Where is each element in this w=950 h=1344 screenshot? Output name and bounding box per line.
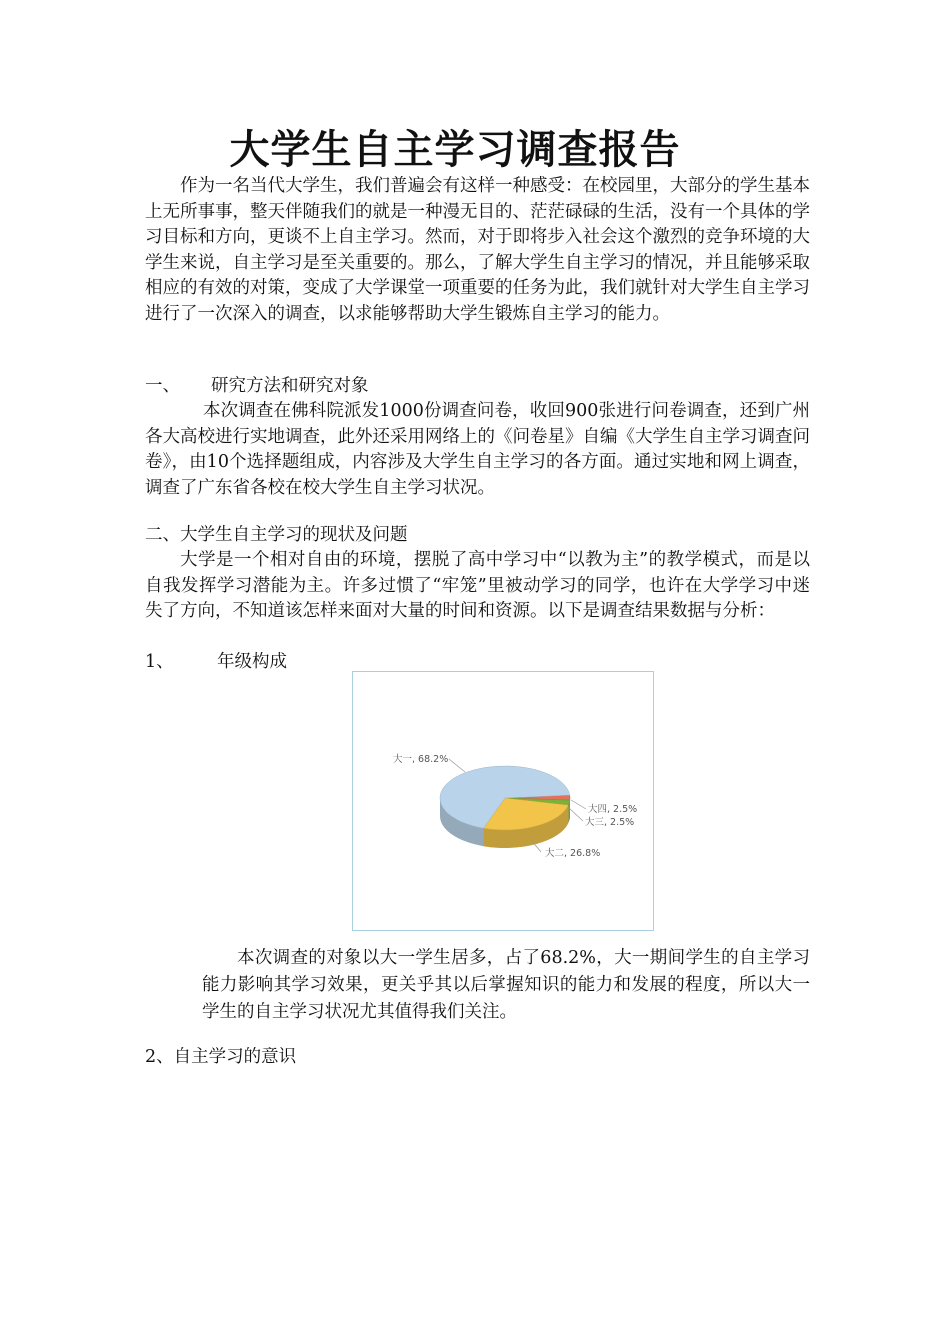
- section1-number: 一、: [145, 376, 180, 396]
- grade-pie-chart: [352, 671, 654, 931]
- pie-label-大四: 大四, 2.5%: [588, 804, 638, 815]
- section1-heading: [145, 374, 369, 400]
- pie-label-大二: 大二, 26.8%: [545, 848, 601, 859]
- item1-title: 年级构成: [217, 652, 287, 672]
- pie-leader-大四: [571, 800, 586, 809]
- pie-leader-大三: [569, 808, 583, 821]
- pie-chart-svg: [353, 672, 653, 930]
- section1-title: 研究方法和研究对象: [211, 376, 369, 396]
- item1-number: 1、: [145, 652, 174, 672]
- section2-body: 大学是一个相对自由的环境，摆脱了高中学习中“以教为主”的教学模式，而是以自我发挥学习潜能为主。许多过惯了“牢笼”里被动学习的同学，也许在大学学习中迷失了方向，不知道该怎样来面对大量的时间和资源。以下是调查结果数据与分析：: [145, 550, 810, 621]
- item2-heading: 2、自主学习的意识: [145, 1047, 297, 1067]
- document-title: 大学生自主学习调查报告: [229, 127, 681, 173]
- pie-label-大三: 大三, 2.5%: [585, 817, 635, 828]
- intro-paragraph: 作为一名当代大学生，我们普遍会有这样一种感受：在校园里，大部分的学生基本上无所事事，整天伴随我们的就是一种漫无目的、茫茫碌碌的生活，没有一个具体的学习目标和方向，更谈不上自主学习。然而，对于即将步入社会这个激烈的竞争环境的大学生来说，自主学习是至关重要的。那么，了解大学生自主学习的情况，并且能够采取相应的有效的对策，变成了大学课堂一项重要的任务为此，我们就针对大学生自主学习进行了一次深入的调查，以求能够帮助大学生锻炼自主学习的能力。: [145, 176, 810, 324]
- pie-label-大一: 大一, 68.2%: [393, 754, 449, 765]
- chart-caption: 本次调查的对象以大一学生居多，占了68.2%，大一期间学生的自主学习能力影响其学习效果，更关乎其以后掌握知识的能力和发展的程度，所以大一学生的自主学习状况尤其值得我们关注。: [202, 948, 810, 1022]
- section2-heading: 二、大学生自主学习的现状及问题: [145, 525, 408, 545]
- pie-leader-大一: [449, 759, 465, 772]
- section1-body: 本次调查在佛科院派发1000份调查问卷，收回900张进行问卷调查，还到广州各大高校进行实地调查，此外还采用网络上的《问卷星》自编《大学生自主学习调查问卷》，由10个选择题组成，内容涉及大学生自主学习的各方面。通过实地和网上调查，调查了广东省各校在校大学生自主学习状况。: [145, 401, 810, 498]
- item1-heading: [145, 650, 287, 676]
